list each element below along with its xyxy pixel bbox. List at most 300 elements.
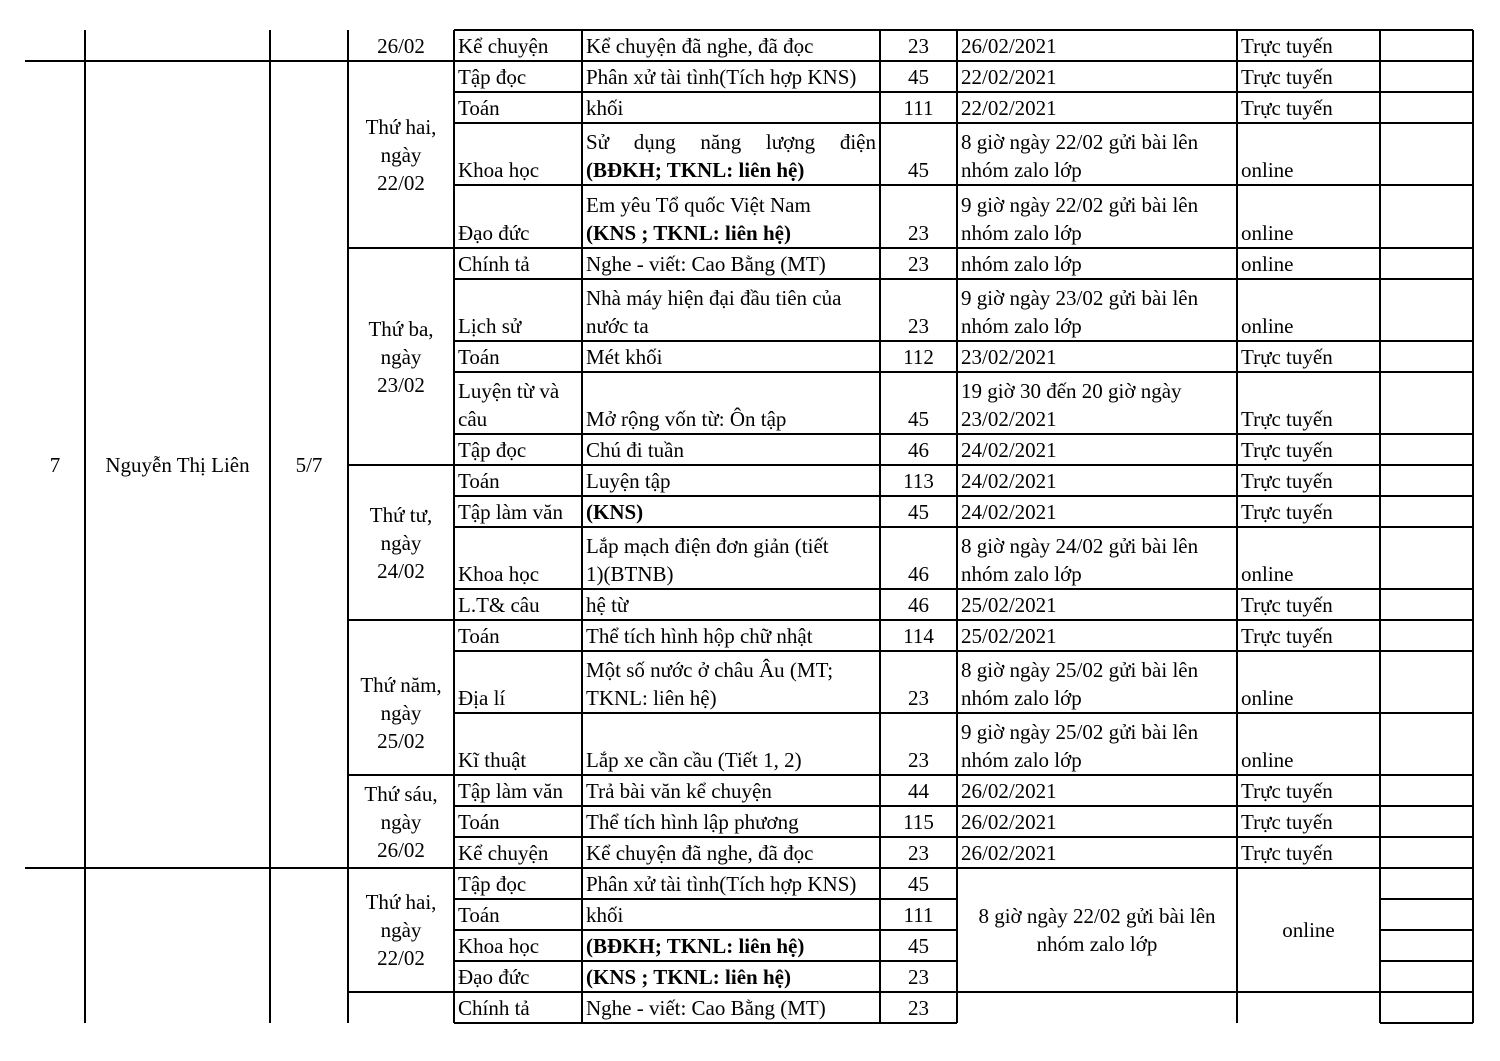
grid-line-h <box>957 991 1380 993</box>
grid-line-h <box>454 184 1473 186</box>
deadline-cell-line: 22/02/2021 <box>961 96 1057 120</box>
day-cell-mon2-line: ngày <box>380 918 422 942</box>
mode-cell-line: online <box>1241 748 1294 772</box>
period-cell <box>884 467 953 495</box>
day-cell-tue-line: Thứ ba, <box>368 316 434 341</box>
lesson-cell <box>586 532 876 588</box>
mode-cell <box>1241 467 1376 495</box>
subject-cell <box>458 622 578 650</box>
deadline-cell-line: 23/02/2021 <box>961 345 1057 369</box>
subject-cell <box>458 746 578 774</box>
day-cell-thu-line: Thứ năm, <box>360 673 442 697</box>
deadline-cell <box>961 32 1233 60</box>
lesson-cell <box>586 498 876 526</box>
period-cell <box>884 63 953 91</box>
subject-cell-line: Toán <box>458 624 500 648</box>
subject-cell-line: Toán <box>458 96 500 120</box>
mode-cell-line: Trực tuyến <box>1241 841 1333 865</box>
lesson-cell <box>586 839 876 867</box>
lesson-cell-line: Phân xử tài tình(Tích hợp KNS) <box>586 872 857 896</box>
day-cell-tue <box>352 315 450 399</box>
lesson-cell-line: Một số nước ở châu Âu (MT; <box>586 658 834 682</box>
subject-cell <box>458 377 578 433</box>
mode-cell-line: online <box>1241 562 1294 586</box>
deadline-cell-line: 19 giờ 30 đến 20 giờ ngày <box>961 379 1182 403</box>
deadline-cell-line: 26/02/2021 <box>961 841 1057 865</box>
period-cell-line: 23 <box>908 221 929 245</box>
deadline-cell-line: nhóm zalo lớp <box>961 562 1082 586</box>
period-cell <box>884 591 953 619</box>
lesson-cell-line: TKNL: liên hệ) <box>586 686 717 710</box>
grid-line-h <box>454 371 1473 373</box>
subject-cell <box>458 498 578 526</box>
mode-cell <box>1241 808 1376 836</box>
period-cell <box>884 994 953 1022</box>
mode-cell <box>1241 32 1376 60</box>
deadline-cell-line: 9 giờ ngày 25/02 gửi bài lên <box>961 720 1199 744</box>
deadline-cell <box>961 532 1233 588</box>
period-cell <box>884 932 953 960</box>
grid-line-h <box>454 960 957 962</box>
period-cell-line: 23 <box>908 34 929 58</box>
lesson-cell <box>586 656 876 712</box>
lesson-cell <box>586 870 876 898</box>
mode-cell-line: online <box>1241 314 1294 338</box>
deadline-cell-line: 24/02/2021 <box>961 500 1057 524</box>
grid-line-h <box>454 588 1473 590</box>
mode-cell <box>1241 746 1376 774</box>
grid-line-h <box>348 464 1473 466</box>
teacher-name-line: Nguyễn Thị Liên <box>105 452 250 477</box>
period-cell <box>884 94 953 122</box>
mode-cell <box>1241 219 1376 247</box>
lesson-cell-line: Kể chuyện đã nghe, đã đọc <box>586 34 814 58</box>
period-cell-line: 23 <box>908 314 929 338</box>
period-cell-line: 46 <box>908 562 929 586</box>
grid-line-h <box>454 278 1473 280</box>
subject-cell <box>458 591 578 619</box>
subject-cell <box>458 870 578 898</box>
lesson-cell <box>586 63 876 91</box>
lesson-cell-line: (BĐKH; TKNL: liên hệ) <box>586 158 805 182</box>
subject-cell-line: Tập đọc <box>458 872 527 896</box>
lesson-cell <box>586 746 876 774</box>
deadline-merged <box>961 902 1233 958</box>
lesson-cell-line: Luyện tập <box>586 469 671 493</box>
subject-cell <box>458 343 578 371</box>
period-cell-line: 45 <box>908 158 929 182</box>
teacher-name <box>89 451 266 479</box>
subject-cell-line: Toán <box>458 903 500 927</box>
subject-cell-line: Khoa học <box>458 158 540 182</box>
deadline-cell-line: nhóm zalo lớp <box>961 252 1082 276</box>
lesson-cell-line: Lắp mạch điện đơn giản (tiết <box>586 534 829 558</box>
subject-cell <box>458 250 578 278</box>
period-cell-line: 23 <box>908 686 929 710</box>
period-cell <box>884 436 953 464</box>
grid-line-h <box>1380 929 1473 931</box>
mode-cell-line: Trực tuyến <box>1241 469 1333 493</box>
deadline-cell-line: 24/02/2021 <box>961 438 1057 462</box>
lesson-cell <box>586 932 876 960</box>
deadline-cell <box>961 343 1233 371</box>
period-cell-line: 23 <box>908 841 929 865</box>
day-cell-mon <box>352 113 450 197</box>
mode-cell <box>1241 405 1376 433</box>
grid-line-h <box>1380 1022 1473 1024</box>
deadline-cell <box>961 622 1233 650</box>
lesson-cell <box>586 777 876 805</box>
subject-cell-line: Toán <box>458 810 500 834</box>
day-cell-tue-line: 23/02 <box>377 372 425 397</box>
period-cell <box>884 32 953 60</box>
grid-line-h <box>454 91 1473 93</box>
period-cell <box>884 746 953 774</box>
subject-cell-line: Tập đọc <box>458 65 527 89</box>
day-cell-line: 26/02 <box>377 34 425 58</box>
deadline-cell-line: 22/02/2021 <box>961 65 1057 89</box>
period-cell <box>884 622 953 650</box>
deadline-cell-line: 24/02/2021 <box>961 469 1057 493</box>
lesson-cell-line: Nghe - viết: Cao Bằng (MT) <box>586 996 826 1020</box>
period-cell-line: 45 <box>908 872 929 896</box>
subject-cell <box>458 963 578 991</box>
lesson-cell <box>586 191 876 247</box>
lesson-cell-line: Nghe - viết: Cao Bằng (MT) <box>586 252 826 276</box>
day-cell-fri-line: 26/02 <box>377 837 425 862</box>
lesson-cell-line: Sử dụng năng lượng điện <box>586 130 876 154</box>
day-cell-mon-line: Thứ hai, <box>365 114 437 139</box>
deadline-cell <box>961 498 1233 526</box>
grid-line-h <box>454 29 1473 31</box>
period-cell-line: 44 <box>908 779 929 803</box>
deadline-cell <box>961 467 1233 495</box>
mode-cell-line: Trực tuyến <box>1241 345 1333 369</box>
lesson-cell-line: Nhà máy hiện đại đầu tiên của <box>586 286 842 310</box>
subject-cell-line: Kể chuyện <box>458 841 549 865</box>
grid-line-h <box>454 526 1473 528</box>
mode-cell <box>1241 63 1376 91</box>
period-cell <box>884 839 953 867</box>
deadline-cell-line: 26/02/2021 <box>961 779 1057 803</box>
period-cell <box>884 156 953 184</box>
subject-cell-line: Chính tả <box>458 252 530 276</box>
grid-line-h <box>25 60 1473 62</box>
grid-line-h <box>454 122 1473 124</box>
deadline-cell-line: nhóm zalo lớp <box>961 221 1082 245</box>
deadline-cell-line: 9 giờ ngày 23/02 gửi bài lên <box>961 286 1199 310</box>
subject-cell <box>458 219 578 247</box>
mode-cell-line: online <box>1241 686 1294 710</box>
deadline-cell-line: nhóm zalo lớp <box>961 686 1082 710</box>
subject-cell-line: Tập làm văn <box>458 779 563 803</box>
teacher-stt-line: 7 <box>49 452 61 477</box>
period-cell <box>884 870 953 898</box>
period-cell <box>884 560 953 588</box>
day-cell-wed <box>352 501 450 585</box>
day-cell-fri-line: ngày <box>380 809 422 834</box>
lesson-cell-line: Lắp xe cần cầu (Tiết 1, 2) <box>586 748 802 772</box>
deadline-cell-line: 26/02/2021 <box>961 34 1057 58</box>
subject-cell-line: Khoa học <box>458 934 540 958</box>
grid-line-h <box>348 991 454 993</box>
period-cell <box>884 498 953 526</box>
deadline-cell <box>961 718 1233 774</box>
grid-line-h <box>1380 960 1473 962</box>
lesson-cell-line: khối <box>586 903 624 927</box>
lesson-cell <box>586 343 876 371</box>
subject-cell-line: Kể chuyện <box>458 34 549 58</box>
subject-cell-line: Toán <box>458 345 500 369</box>
subject-cell <box>458 994 578 1022</box>
period-cell-line: 115 <box>903 810 934 834</box>
period-cell-line: 45 <box>908 500 929 524</box>
mode-cell-line: Trực tuyến <box>1241 779 1333 803</box>
deadline-cell-line: nhóm zalo lớp <box>961 158 1082 182</box>
lesson-cell <box>586 808 876 836</box>
mode-cell-line: Trực tuyến <box>1241 407 1333 431</box>
lesson-cell <box>586 994 876 1022</box>
lesson-cell-line: 1)(BTNB) <box>586 562 674 586</box>
subject-cell-line: Kĩ thuật <box>458 748 527 772</box>
subject-cell-line: Toán <box>458 469 500 493</box>
mode-cell-line: Trực tuyến <box>1241 96 1333 120</box>
grid-line-h <box>348 247 1473 249</box>
deadline-cell-line: nhóm zalo lớp <box>961 748 1082 772</box>
deadline-merged-line: 8 giờ ngày 22/02 gửi bài lên <box>978 904 1216 928</box>
lesson-cell-line: khối <box>586 96 624 120</box>
subject-cell-line: Tập làm văn <box>458 500 563 524</box>
deadline-cell <box>961 250 1233 278</box>
lesson-cell-line: Thể tích hình hộp chữ nhật <box>586 624 813 648</box>
grid-line-h <box>454 836 1473 838</box>
period-cell <box>884 312 953 340</box>
subject-cell <box>458 436 578 464</box>
grid-line-h <box>25 867 1473 869</box>
mode-cell <box>1241 436 1376 464</box>
day-cell-fri <box>352 780 450 864</box>
period-cell-line: 23 <box>908 748 929 772</box>
subject-cell <box>458 94 578 122</box>
period-cell-line: 111 <box>903 96 934 120</box>
lesson-cell-line: Trả bài văn kể chuyện <box>586 779 772 803</box>
deadline-cell <box>961 436 1233 464</box>
period-cell <box>884 777 953 805</box>
grid-line-h <box>454 991 957 993</box>
grid-line-h <box>454 340 1473 342</box>
mode-cell-line: Trực tuyến <box>1241 34 1333 58</box>
grid-line-h <box>454 929 957 931</box>
period-cell-line: 45 <box>908 934 929 958</box>
grid-line-h <box>454 805 1473 807</box>
mode-cell <box>1241 777 1376 805</box>
mode-cell-line: online <box>1241 252 1294 276</box>
mode-cell-line: Trực tuyến <box>1241 810 1333 834</box>
subject-cell <box>458 777 578 805</box>
lesson-cell-line: hệ từ <box>586 593 629 617</box>
period-cell-line: 23 <box>908 252 929 276</box>
period-cell-line: 112 <box>903 345 934 369</box>
teacher-stt <box>29 451 81 479</box>
lesson-cell <box>586 284 876 340</box>
period-cell <box>884 343 953 371</box>
teacher-class <box>274 451 344 479</box>
deadline-cell <box>961 191 1233 247</box>
lesson-cell <box>586 436 876 464</box>
subject-cell <box>458 312 578 340</box>
lesson-cell-line: Chú đi tuần <box>586 438 684 462</box>
deadline-cell-line: 23/02/2021 <box>961 407 1057 431</box>
grid-line-h <box>348 774 1473 776</box>
grid-line-v <box>84 30 86 1023</box>
period-cell-line: 23 <box>908 965 929 989</box>
lesson-cell <box>586 128 876 184</box>
period-cell-line: 45 <box>908 407 929 431</box>
subject-cell <box>458 32 578 60</box>
mode-cell <box>1241 622 1376 650</box>
lesson-cell-line: Mét khối <box>586 345 663 369</box>
lesson-cell-line: (KNS ; TKNL: liên hệ) <box>586 221 791 245</box>
period-cell-line: 114 <box>903 624 934 648</box>
deadline-cell <box>961 808 1233 836</box>
lesson-cell-line: nước ta <box>586 314 649 338</box>
lesson-cell-line: Em yêu Tổ quốc Việt Nam <box>586 193 811 217</box>
day-cell-wed-line: ngày <box>380 530 422 555</box>
subject-cell-line: Đạo đức <box>458 221 530 245</box>
deadline-cell <box>961 377 1233 433</box>
subject-cell-line: Địa lí <box>458 686 506 710</box>
lesson-cell-line: Phân xử tài tình(Tích hợp KNS) <box>586 65 857 89</box>
deadline-cell <box>961 656 1233 712</box>
grid-line-h <box>454 1022 957 1024</box>
day-cell-thu <box>352 671 450 755</box>
lesson-cell <box>586 901 876 929</box>
deadline-cell-line: 9 giờ ngày 22/02 gửi bài lên <box>961 193 1199 217</box>
lesson-cell-line: Mở rộng vốn từ: Ôn tập <box>586 407 787 431</box>
subject-cell-line: Luyện từ và <box>458 379 560 403</box>
deadline-cell <box>961 94 1233 122</box>
subject-cell-line: Chính tả <box>458 996 530 1020</box>
period-cell <box>884 405 953 433</box>
deadline-cell <box>961 591 1233 619</box>
teacher-class-line: 5/7 <box>295 452 323 477</box>
lesson-cell <box>586 94 876 122</box>
mode-cell-line: Trực tuyến <box>1241 593 1333 617</box>
deadline-cell-line: 25/02/2021 <box>961 624 1057 648</box>
deadline-cell <box>961 128 1233 184</box>
grid-line-v <box>269 30 271 1023</box>
day-cell-tue-line: ngày <box>380 344 422 369</box>
day-cell-thu-line: 25/02 <box>377 729 425 753</box>
subject-cell <box>458 901 578 929</box>
subject-cell-line: Lịch sử <box>458 314 522 338</box>
period-cell <box>884 808 953 836</box>
deadline-cell-line: nhóm zalo lớp <box>961 314 1082 338</box>
grid-line-h <box>348 619 1473 621</box>
grid-line-h <box>454 433 1473 435</box>
lesson-cell <box>586 32 876 60</box>
subject-cell <box>458 156 578 184</box>
deadline-cell-line: 25/02/2021 <box>961 593 1057 617</box>
mode-cell <box>1241 498 1376 526</box>
day-cell-mon-line: ngày <box>380 142 422 167</box>
lesson-cell <box>586 622 876 650</box>
deadline-cell <box>961 284 1233 340</box>
deadline-cell-line: 8 giờ ngày 24/02 gửi bài lên <box>961 534 1199 558</box>
mode-cell <box>1241 250 1376 278</box>
period-cell-line: 45 <box>908 65 929 89</box>
subject-cell-line: Tập đọc <box>458 438 527 462</box>
period-cell <box>884 684 953 712</box>
mode-cell <box>1241 94 1376 122</box>
lesson-cell-line: Thể tích hình lập phương <box>586 810 799 834</box>
day-cell-thu-line: ngày <box>380 701 422 725</box>
period-cell-line: 46 <box>908 438 929 462</box>
mode-cell-line: online <box>1241 221 1294 245</box>
subject-cell <box>458 932 578 960</box>
period-cell <box>884 250 953 278</box>
deadline-cell <box>961 777 1233 805</box>
lesson-cell <box>586 250 876 278</box>
period-cell-line: 23 <box>908 996 929 1020</box>
subject-cell-line: Đạo đức <box>458 965 530 989</box>
mode-cell-line: Trực tuyến <box>1241 624 1333 648</box>
mode-merged <box>1241 916 1376 944</box>
mode-cell-line: Trực tuyến <box>1241 438 1333 462</box>
subject-cell <box>458 839 578 867</box>
day-cell-mon2-line: Thứ hai, <box>365 890 437 914</box>
mode-cell-line: Trực tuyến <box>1241 65 1333 89</box>
subject-cell-line: L.T& câu <box>458 593 540 617</box>
day-cell-mon-line: 22/02 <box>377 170 425 195</box>
lesson-cell <box>586 591 876 619</box>
lesson-cell-line: (KNS ; TKNL: liên hệ) <box>586 965 791 989</box>
period-cell-line: 46 <box>908 593 929 617</box>
day-cell-wed-line: 24/02 <box>377 558 425 583</box>
grid-line-h <box>454 898 957 900</box>
day-cell <box>352 32 450 60</box>
deadline-cell <box>961 839 1233 867</box>
mode-cell <box>1241 839 1376 867</box>
subject-cell <box>458 808 578 836</box>
grid-line-h <box>1380 991 1473 993</box>
lesson-cell <box>586 963 876 991</box>
day-cell-mon2-line: 22/02 <box>377 946 425 970</box>
deadline-cell-line: 8 giờ ngày 25/02 gửi bài lên <box>961 658 1199 682</box>
period-cell-line: 113 <box>903 469 934 493</box>
period-cell <box>884 901 953 929</box>
mode-cell <box>1241 156 1376 184</box>
subject-cell-line: câu <box>458 407 488 431</box>
lesson-cell-line: (KNS) <box>586 500 644 524</box>
grid-line-h <box>1380 898 1473 900</box>
lesson-cell-line: Kể chuyện đã nghe, đã đọc <box>586 841 814 865</box>
subject-cell <box>458 467 578 495</box>
mode-merged-line: online <box>1282 918 1335 942</box>
period-cell <box>884 219 953 247</box>
grid-line-h <box>454 495 1473 497</box>
day-cell-mon2 <box>352 888 450 972</box>
mode-cell <box>1241 312 1376 340</box>
deadline-merged-line: nhóm zalo lớp <box>1036 932 1158 956</box>
lesson-cell <box>586 467 876 495</box>
mode-cell <box>1241 684 1376 712</box>
mode-cell-line: Trực tuyến <box>1241 500 1333 524</box>
mode-cell <box>1241 560 1376 588</box>
subject-cell-line: Khoa học <box>458 562 540 586</box>
day-cell-wed-line: Thứ tư, <box>369 502 433 527</box>
deadline-cell-line: 26/02/2021 <box>961 810 1057 834</box>
